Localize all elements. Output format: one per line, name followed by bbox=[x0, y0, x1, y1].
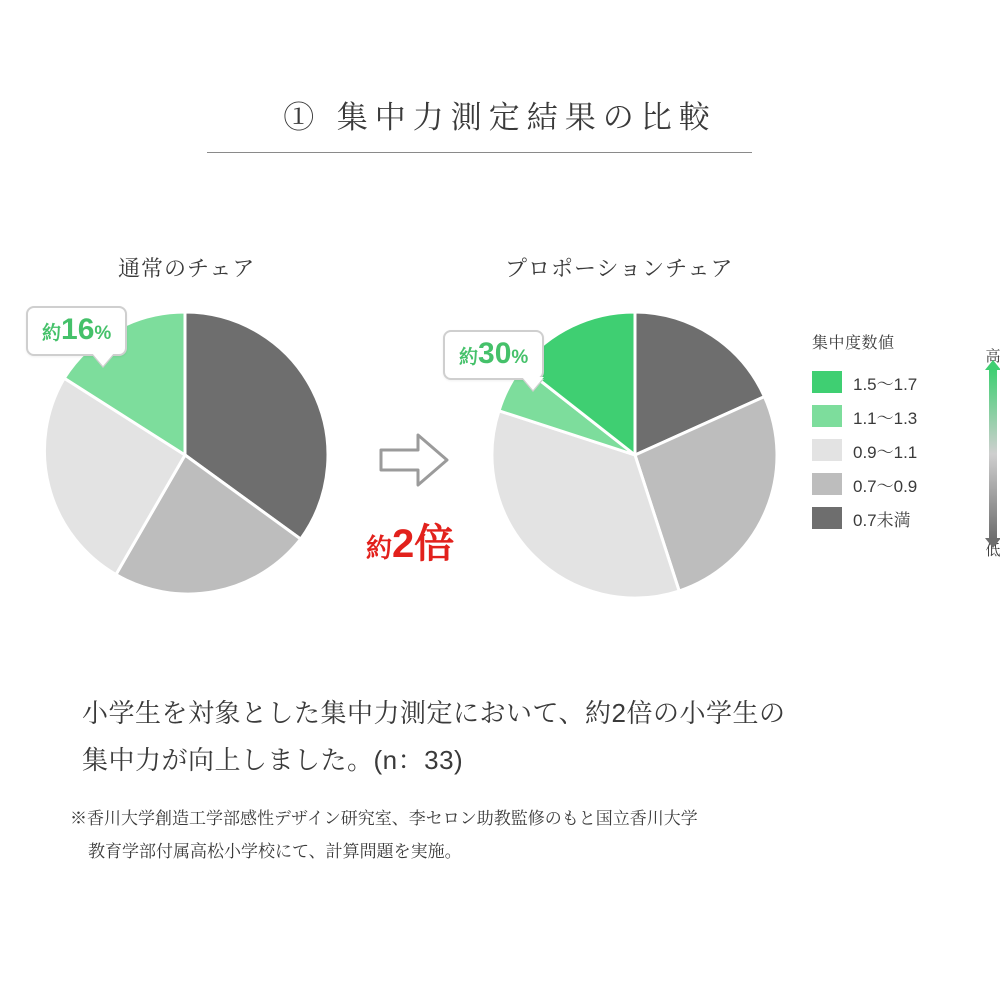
legend-item bbox=[812, 365, 992, 399]
callout-prefix-right: 約 bbox=[459, 347, 479, 368]
right-arrow-icon bbox=[378, 432, 450, 493]
summary-line-1: 小学生を対象とした集中力測定において、約2倍の小学生の bbox=[82, 698, 786, 728]
legend-scale-high: 高 bbox=[985, 348, 1000, 365]
legend-label-0-7-0-9: 0.7〜0.9 bbox=[853, 476, 918, 496]
legend-item bbox=[812, 501, 992, 535]
double-improvement-label bbox=[366, 512, 454, 569]
callout-normal-chair bbox=[26, 306, 127, 356]
footnote-line-2: 教育学部付属高松小学校にて、計算問題を実施。 bbox=[88, 842, 462, 861]
callout-tail-left bbox=[92, 353, 114, 366]
summary-text bbox=[82, 690, 932, 784]
legend-scale bbox=[982, 348, 1000, 573]
legend-item bbox=[812, 467, 992, 501]
double-label-prefix: 約 bbox=[366, 533, 393, 563]
footnote bbox=[70, 802, 950, 868]
legend-item bbox=[812, 433, 992, 467]
callout-suffix-left: % bbox=[94, 323, 112, 344]
legend-item bbox=[812, 399, 992, 433]
callout-suffix-right: % bbox=[511, 347, 529, 368]
title-divider bbox=[207, 152, 752, 153]
chart-heading-right: プロポーションチェア bbox=[505, 256, 734, 281]
legend-label-under-0-7: 0.7未満 bbox=[853, 510, 911, 530]
callout-proportion-chair bbox=[443, 330, 544, 380]
legend-swatch-1-5-1-7 bbox=[812, 371, 842, 393]
legend-swatch-under-0-7 bbox=[812, 507, 842, 529]
legend-swatch-0-9-1-1 bbox=[812, 439, 842, 461]
chart-heading-left: 通常のチェア bbox=[118, 256, 256, 281]
double-label-value: 2倍 bbox=[392, 522, 455, 566]
legend-title: 集中度数値 bbox=[812, 335, 895, 352]
legend-label-1-5-1-7: 1.5〜1.7 bbox=[853, 374, 918, 394]
legend-scale-low: 低 bbox=[985, 542, 1000, 559]
legend-swatch-0-7-0-9 bbox=[812, 473, 842, 495]
callout-value-right: 30 bbox=[478, 337, 512, 370]
callout-tail-right bbox=[522, 377, 544, 390]
summary-line-2: 集中力が向上しました。(n：33) bbox=[82, 745, 464, 775]
footnote-line-1: ※香川大学創造工学部感性デザイン研究室、李セロン助教監修のもと国立香川大学 bbox=[70, 809, 698, 828]
callout-prefix-left: 約 bbox=[42, 323, 62, 344]
legend-swatch-1-1-1-3 bbox=[812, 405, 842, 427]
legend-label-0-9-1-1: 0.9〜1.1 bbox=[853, 442, 918, 462]
legend bbox=[812, 330, 1000, 559]
page-title-container bbox=[0, 92, 1000, 137]
page-title: ① 集中力測定結果の比較 bbox=[283, 100, 717, 135]
callout-value-left: 16 bbox=[61, 313, 95, 346]
legend-label-1-1-1-3: 1.1〜1.3 bbox=[853, 408, 918, 428]
right-arrow-icon-svg bbox=[378, 432, 450, 488]
legend-scale-gradient bbox=[989, 369, 997, 539]
